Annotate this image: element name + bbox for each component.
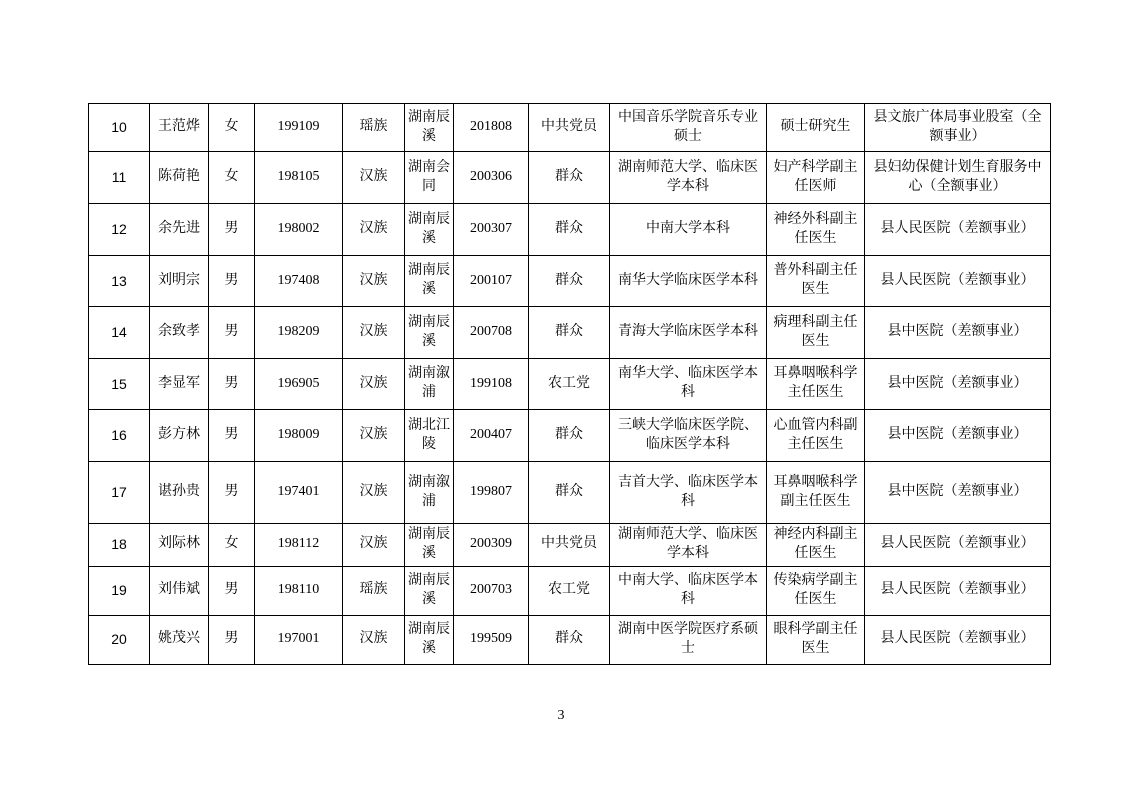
cell-education: 中国音乐学院音乐专业硕士	[610, 104, 767, 152]
table-row	[89, 524, 1051, 567]
cell-sequence-number: 11	[89, 152, 150, 204]
cell-work-unit: 县中医院（差额事业）	[865, 410, 1051, 462]
cell-education: 南华大学、临床医学本科	[610, 359, 767, 410]
cell-gender: 女	[209, 524, 255, 567]
cell-gender: 男	[209, 359, 255, 410]
cell-gender: 女	[209, 104, 255, 152]
cell-name: 刘明宗	[150, 256, 209, 307]
cell-ethnicity: 汉族	[343, 524, 405, 567]
cell-work-date: 200307	[454, 204, 529, 256]
cell-work-unit: 县人民医院（差额事业）	[865, 615, 1051, 664]
cell-political-status: 中共党员	[529, 104, 610, 152]
cell-work-unit: 县人民医院（差额事业）	[865, 204, 1051, 256]
cell-birth-date: 198002	[255, 204, 343, 256]
table-row	[89, 410, 1051, 462]
cell-ethnicity: 瑶族	[343, 566, 405, 615]
cell-ethnicity: 汉族	[343, 152, 405, 204]
cell-ethnicity: 瑶族	[343, 104, 405, 152]
cell-birth-date: 196905	[255, 359, 343, 410]
cell-name: 陈荷艳	[150, 152, 209, 204]
cell-education: 中南大学、临床医学本科	[610, 566, 767, 615]
cell-ethnicity: 汉族	[343, 615, 405, 664]
cell-political-status: 农工党	[529, 566, 610, 615]
cell-sequence-number: 16	[89, 410, 150, 462]
cell-work-unit: 县人民医院（差额事业）	[865, 566, 1051, 615]
cell-birth-date: 198112	[255, 524, 343, 567]
cell-professional-title: 耳鼻咽喉科学主任医生	[767, 359, 865, 410]
cell-native-place: 湖北江陵	[405, 410, 454, 462]
table-row	[89, 462, 1051, 524]
cell-political-status: 中共党员	[529, 524, 610, 567]
cell-native-place: 湖南辰溪	[405, 204, 454, 256]
cell-education: 吉首大学、临床医学本科	[610, 462, 767, 524]
personnel-table	[88, 103, 1051, 665]
cell-sequence-number: 10	[89, 104, 150, 152]
cell-sequence-number: 15	[89, 359, 150, 410]
cell-sequence-number: 12	[89, 204, 150, 256]
cell-name: 姚茂兴	[150, 615, 209, 664]
cell-gender: 男	[209, 462, 255, 524]
cell-political-status: 群众	[529, 615, 610, 664]
table-row	[89, 204, 1051, 256]
table-row	[89, 359, 1051, 410]
cell-work-date: 200703	[454, 566, 529, 615]
table-row	[89, 104, 1051, 152]
cell-sequence-number: 19	[89, 566, 150, 615]
cell-birth-date: 198105	[255, 152, 343, 204]
cell-birth-date: 197001	[255, 615, 343, 664]
cell-sequence-number: 18	[89, 524, 150, 567]
cell-gender: 男	[209, 566, 255, 615]
cell-birth-date: 198009	[255, 410, 343, 462]
cell-ethnicity: 汉族	[343, 359, 405, 410]
cell-name: 王范烨	[150, 104, 209, 152]
cell-gender: 男	[209, 256, 255, 307]
cell-native-place: 湖南辰溪	[405, 566, 454, 615]
cell-birth-date: 198209	[255, 307, 343, 359]
cell-work-unit: 县中医院（差额事业）	[865, 307, 1051, 359]
table-body	[89, 104, 1051, 665]
cell-political-status: 群众	[529, 152, 610, 204]
cell-professional-title: 耳鼻咽喉科学副主任医生	[767, 462, 865, 524]
cell-education: 中南大学本科	[610, 204, 767, 256]
cell-political-status: 群众	[529, 256, 610, 307]
cell-professional-title: 眼科学副主任医生	[767, 615, 865, 664]
cell-professional-title: 病理科副主任医生	[767, 307, 865, 359]
cell-name: 李显军	[150, 359, 209, 410]
cell-name: 彭方林	[150, 410, 209, 462]
cell-professional-title: 普外科副主任医生	[767, 256, 865, 307]
cell-ethnicity: 汉族	[343, 256, 405, 307]
cell-ethnicity: 汉族	[343, 462, 405, 524]
cell-gender: 男	[209, 410, 255, 462]
cell-work-date: 200107	[454, 256, 529, 307]
cell-work-date: 199807	[454, 462, 529, 524]
cell-education: 湖南师范大学、临床医学本科	[610, 152, 767, 204]
cell-education: 湖南师范大学、临床医学本科	[610, 524, 767, 567]
cell-birth-date: 197401	[255, 462, 343, 524]
cell-native-place: 湖南辰溪	[405, 615, 454, 664]
cell-work-unit: 县妇幼保健计划生育服务中心（全额事业）	[865, 152, 1051, 204]
cell-education: 南华大学临床医学本科	[610, 256, 767, 307]
cell-name: 谌孙贵	[150, 462, 209, 524]
cell-work-date: 199108	[454, 359, 529, 410]
cell-political-status: 群众	[529, 307, 610, 359]
cell-work-unit: 县文旅广体局事业股室（全额事业）	[865, 104, 1051, 152]
table-row	[89, 615, 1051, 664]
cell-political-status: 群众	[529, 462, 610, 524]
cell-name: 刘际林	[150, 524, 209, 567]
cell-sequence-number: 13	[89, 256, 150, 307]
cell-gender: 男	[209, 307, 255, 359]
cell-native-place: 湖南辰溪	[405, 256, 454, 307]
table-row	[89, 307, 1051, 359]
cell-professional-title: 传染病学副主任医生	[767, 566, 865, 615]
table-row	[89, 566, 1051, 615]
cell-native-place: 湖南辰溪	[405, 524, 454, 567]
cell-ethnicity: 汉族	[343, 307, 405, 359]
page-number: 3	[557, 708, 565, 723]
cell-sequence-number: 17	[89, 462, 150, 524]
cell-ethnicity: 汉族	[343, 410, 405, 462]
cell-work-date: 200309	[454, 524, 529, 567]
cell-birth-date: 199109	[255, 104, 343, 152]
cell-native-place: 湖南辰溪	[405, 104, 454, 152]
table-row	[89, 256, 1051, 307]
cell-name: 余致孝	[150, 307, 209, 359]
cell-professional-title: 神经外科副主任医生	[767, 204, 865, 256]
cell-native-place: 湖南会同	[405, 152, 454, 204]
cell-work-unit: 县人民医院（差额事业）	[865, 256, 1051, 307]
cell-work-date: 200306	[454, 152, 529, 204]
cell-sequence-number: 20	[89, 615, 150, 664]
cell-native-place: 湖南溆浦	[405, 462, 454, 524]
cell-name: 余先进	[150, 204, 209, 256]
table-row	[89, 152, 1051, 204]
cell-education: 三峡大学临床医学院、临床医学本科	[610, 410, 767, 462]
cell-birth-date: 197408	[255, 256, 343, 307]
cell-work-unit: 县中医院（差额事业）	[865, 462, 1051, 524]
cell-ethnicity: 汉族	[343, 204, 405, 256]
cell-political-status: 群众	[529, 204, 610, 256]
cell-political-status: 群众	[529, 410, 610, 462]
cell-professional-title: 妇产科学副主任医师	[767, 152, 865, 204]
cell-native-place: 湖南溆浦	[405, 359, 454, 410]
cell-work-unit: 县人民医院（差额事业）	[865, 524, 1051, 567]
cell-native-place: 湖南辰溪	[405, 307, 454, 359]
cell-education: 湖南中医学院医疗系硕士	[610, 615, 767, 664]
cell-gender: 女	[209, 152, 255, 204]
cell-political-status: 农工党	[529, 359, 610, 410]
cell-sequence-number: 14	[89, 307, 150, 359]
cell-professional-title: 心血管内科副主任医生	[767, 410, 865, 462]
cell-gender: 男	[209, 204, 255, 256]
cell-professional-title: 硕士研究生	[767, 104, 865, 152]
cell-birth-date: 198110	[255, 566, 343, 615]
cell-work-date: 199509	[454, 615, 529, 664]
cell-name: 刘伟斌	[150, 566, 209, 615]
cell-work-date: 200407	[454, 410, 529, 462]
cell-work-date: 200708	[454, 307, 529, 359]
cell-professional-title: 神经内科副主任医生	[767, 524, 865, 567]
cell-work-unit: 县中医院（差额事业）	[865, 359, 1051, 410]
cell-work-date: 201808	[454, 104, 529, 152]
cell-gender: 男	[209, 615, 255, 664]
cell-education: 青海大学临床医学本科	[610, 307, 767, 359]
